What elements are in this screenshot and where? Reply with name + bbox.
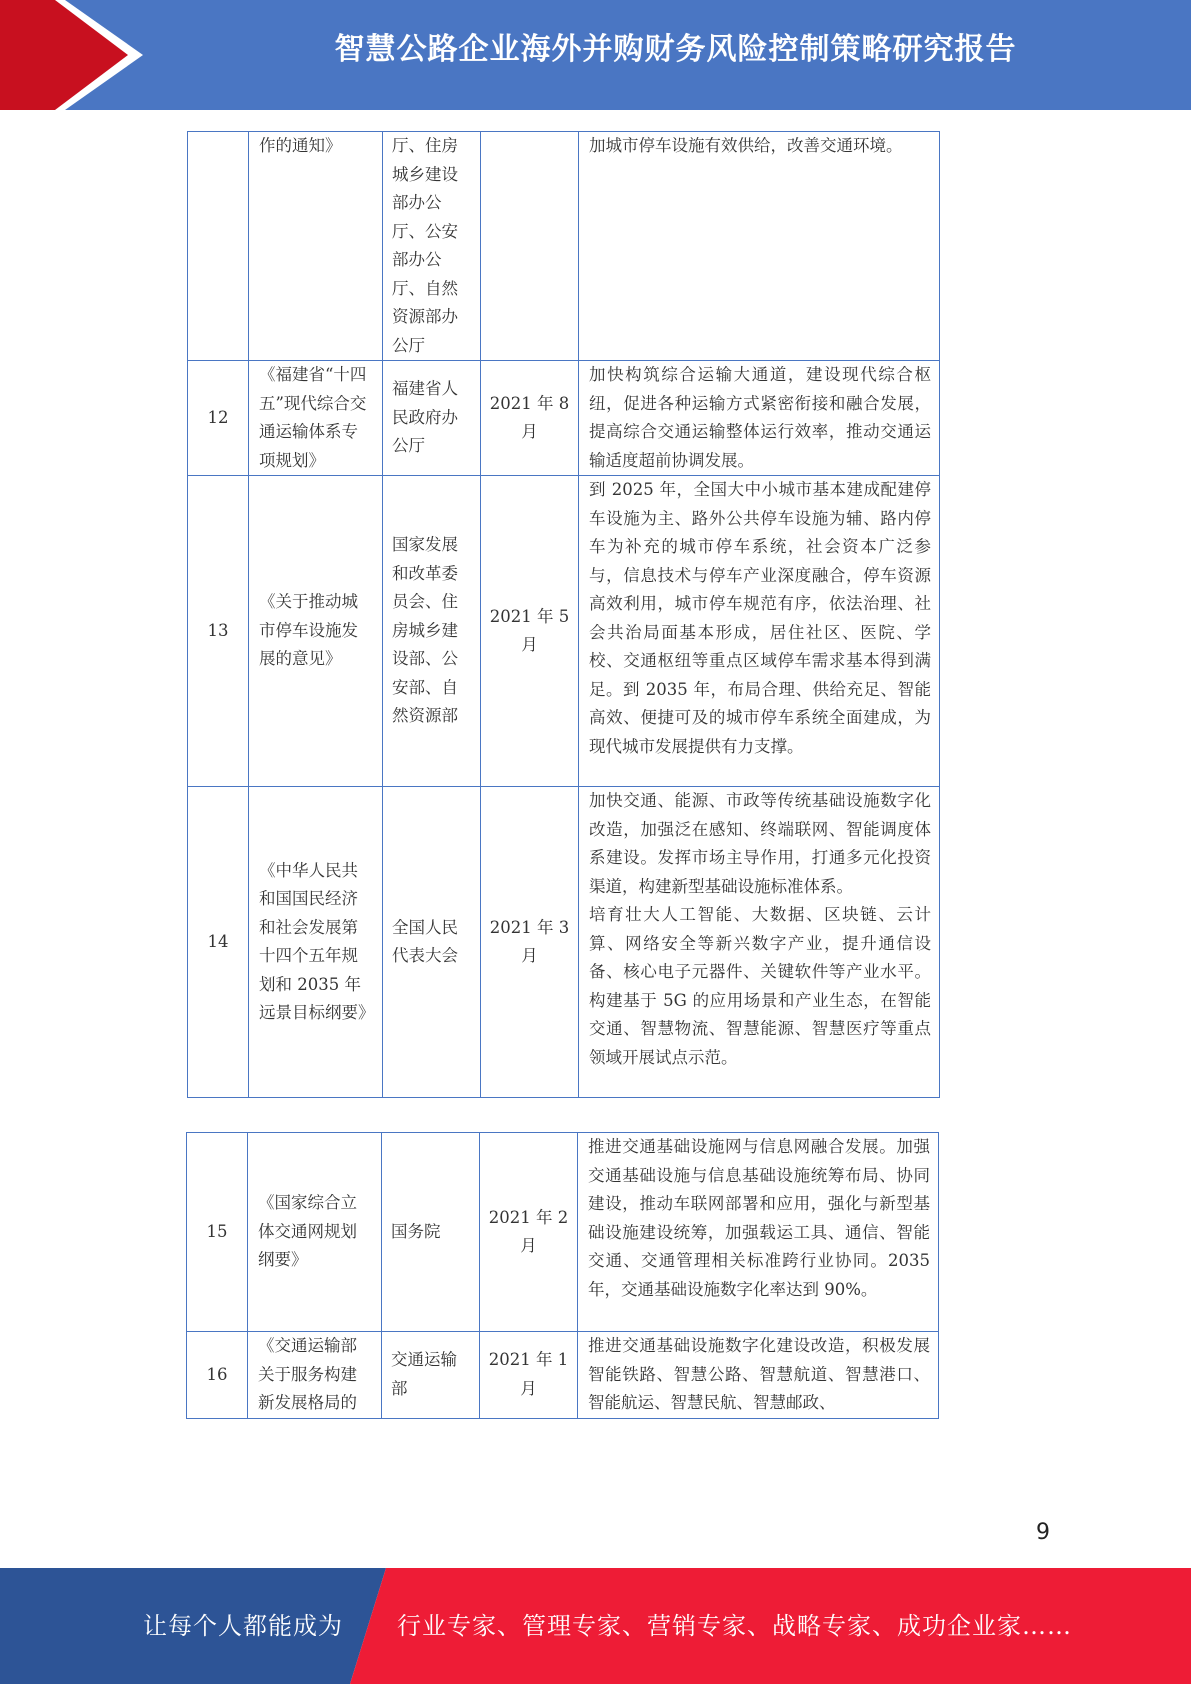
table-row — [187, 1332, 939, 1419]
row-number: 15 — [187, 1133, 248, 1332]
document-title: 《国家综合立体交通网规划纲要》 — [248, 1133, 382, 1332]
policy-content: 到 2025 年，全国大中小城市基本建成配建停车设施为主、路外公共停车设施为辅、路内停车为补充的城市停车系统，社会资本广泛参与，信息技术与停车产业深度融合，停车资源高效利用，城市停车规范有序，依法治理、社会共治局面基本形成，居住社区、医院、学校、交通枢纽等重点区域停车需求基本得到满足。到 2035 年，布局合理、供给充足、智能高效、便捷可及的城市停车系统全面建成，为现代城市发展提供有力支撑。 — [579, 476, 940, 787]
document-title: 作的通知》 — [249, 132, 383, 361]
issue-date: 2021 年 8 月 — [481, 361, 579, 476]
red-chevron-decoration — [0, 0, 150, 110]
policy-content-paragraph: 培育壮大人工智能、大数据、区块链、云计算、网络安全等新兴数字产业，提升通信设备、核心电子元器件、关键软件等产业水平。构建基于 5G 的应用场景和产业生态，在智能交通、智慧物流、智慧能源、智慧医疗等重点领域开展试点示范。 — [589, 905, 931, 1067]
table-row — [187, 1133, 939, 1332]
header-banner — [0, 0, 1191, 110]
document-title: 《交通运输部关于服务构建新发展格局的 — [248, 1332, 382, 1419]
policy-table-1 — [187, 131, 940, 1098]
policy-content: 推进交通基础设施网与信息网融合发展。加强交通基础设施与信息基础设施统筹布局、协同建设，推动车联网部署和应用，强化与新型基础设施建设统筹，加强载运工具、通信、智能交通、交通管理相关标准跨行业协同。2035 年，交通基础设施数字化率达到 90%。 — [578, 1133, 939, 1332]
table-row — [188, 361, 940, 476]
issue-date — [481, 132, 579, 361]
issuing-organization: 国务院 — [382, 1133, 480, 1332]
issue-date: 2021 年 5 月 — [481, 476, 579, 787]
row-number: 14 — [188, 787, 249, 1098]
document-title: 《中华人民共和国国民经济和社会发展第十四个五年规划和 2035 年远景目标纲要》 — [249, 787, 383, 1098]
issuing-organization: 福建省人民政府办公厅 — [383, 361, 481, 476]
footer-banner — [0, 1568, 1191, 1684]
table-row — [188, 132, 940, 361]
footer-slogan-left: 让每个人都能成为 — [143, 1612, 343, 1640]
issuing-organization: 国家发展和改革委员会、住房城乡建设部、公安部、自然资源部 — [383, 476, 481, 787]
row-number — [188, 132, 249, 361]
table-row — [188, 476, 940, 787]
row-number: 13 — [188, 476, 249, 787]
issue-date: 2021 年 1 月 — [480, 1332, 578, 1419]
row-number: 12 — [188, 361, 249, 476]
row-number: 16 — [187, 1332, 248, 1419]
policy-content-paragraph: 加快交通、能源、市政等传统基础设施数字化改造，加强泛在感知、终端联网、智能调度体系建设。发挥市场主导作用，打通多元化投资渠道，构建新型基础设施标准体系。 — [589, 791, 931, 896]
policy-content: 加城市停车设施有效供给，改善交通环境。 — [579, 132, 940, 361]
issue-date: 2021 年 3 月 — [481, 787, 579, 1098]
policy-table-2 — [186, 1132, 939, 1419]
document-title: 《福建省“十四五”现代综合交通运输体系专项规划》 — [249, 361, 383, 476]
issue-date: 2021 年 2 月 — [480, 1133, 578, 1332]
policy-content: 加快构筑综合运输大通道，建设现代综合枢纽，促进各种运输方式紧密衔接和融合发展，提高综合交通运输整体运行效率，推动交通运输适度超前协调发展。 — [579, 361, 940, 476]
report-title: 智慧公路企业海外并购财务风险控制策略研究报告 — [334, 32, 1017, 67]
footer-slogan-right: 行业专家、管理专家、营销专家、战略专家、成功企业家…… — [397, 1612, 1072, 1640]
policy-content: 推进交通基础设施数字化建设改造，积极发展智能铁路、智慧公路、智慧航道、智慧港口、智能航运、智慧民航、智慧邮政、 — [578, 1332, 939, 1419]
issuing-organization: 厅、住房城乡建设部办公厅、公安部办公厅、自然资源部办公厅 — [383, 132, 481, 361]
table-row — [188, 787, 940, 1098]
policy-content — [579, 787, 940, 1098]
issuing-organization: 交通运输部 — [382, 1332, 480, 1419]
document-title: 《关于推动城市停车设施发展的意见》 — [249, 476, 383, 787]
issuing-organization: 全国人民代表大会 — [383, 787, 481, 1098]
page-number: 9 — [1036, 1520, 1050, 1545]
